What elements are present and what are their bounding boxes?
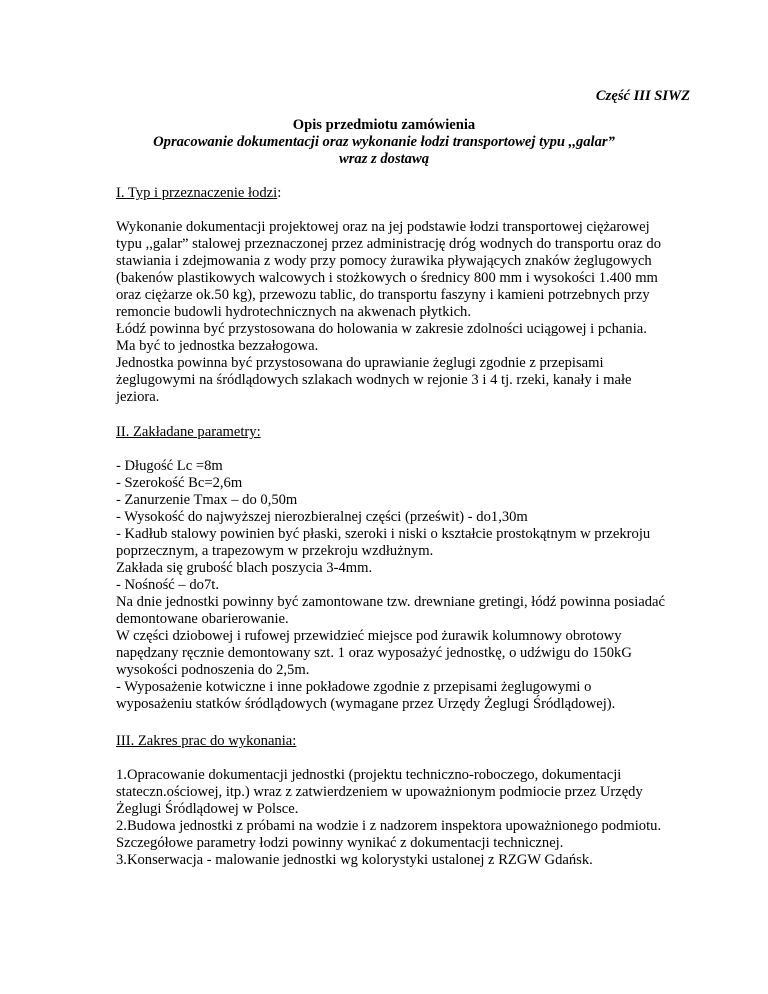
section-1-line: Ma być to jednostka bezzałogowa. — [116, 338, 319, 354]
part-label: Część III SIWZ — [595, 88, 690, 104]
section-1 — [116, 185, 696, 202]
section-3 — [116, 733, 696, 750]
document-subtitle-line-2: wraz z dostawą — [338, 151, 430, 167]
section-2-line: poprzecznym, a trapezowym w przekroju wzdłużnym. — [116, 543, 434, 559]
section-2-line: napędzany ręcznie demontowany szt. 1 oraz wyposażyć jednostkę, o udźwigu do 150kG — [116, 645, 632, 661]
section-3-line: Żeglugi Śródlądowej w Polsce. — [116, 801, 299, 817]
section-3-line: Szczegółowe parametry łodzi powinny wynikać z dokumentacji technicznej. — [116, 835, 564, 851]
section-3-line: 1.Opracowanie dokumentacji jednostki (projektu techniczno-roboczego, dokumentacji — [116, 767, 622, 783]
section-2 — [116, 424, 696, 441]
section-3-body — [116, 767, 696, 869]
section-2-line: - Długość Lc =8m — [116, 458, 223, 474]
section-2-line: - Nośność – do7t. — [116, 577, 219, 593]
section-1-line: (bakenów plastikowych walcowych i stożkowych o średnicy 800 mm i wysokości 1.400 mm — [116, 270, 658, 286]
section-1-heading: I. Typ i przeznaczenie łodzi — [116, 185, 278, 201]
section-2-line: wyposażeniu statków śródlądowych (wymagane przez Urzędy Żeglugi Śródlądowej). — [116, 696, 616, 712]
section-3-heading: III. Zakres prac do wykonania: — [116, 733, 297, 749]
section-1-line: Łódź powinna być przystosowana do holowania w zakresie zdolności uciągowej i pchania. — [116, 321, 647, 337]
section-2-line: wysokości podnoszenia do 2,5m. — [116, 662, 310, 678]
section-2-line: - Wysokość do najwyższej nierozbieralnej części (prześwit) - do1,30m — [116, 509, 528, 525]
document-subtitle-line-1: Opracowanie dokumentacji oraz wykonanie łodzi transportowej typu ,,galar” — [153, 134, 615, 150]
section-1-line: typu ,,galar” stalowej przeznaczonej przez administrację dróg wodnych do transportu oraz do — [116, 236, 662, 252]
title-block — [0, 117, 768, 168]
section-2-line: - Zanurzenie Tmax – do 0,50m — [116, 492, 298, 508]
section-1-line: żeglugowymi na śródlądowych szlakach wodnych w rejonie 3 i 4 tj. rzeki, kanały i małe — [116, 372, 632, 388]
section-3-line: stateczn.ościowej, itp.) wraz z zatwierdzeniem w upoważnionym podmiocie przez Urzędy — [116, 784, 643, 800]
section-1-line: jeziora. — [116, 389, 160, 405]
section-2-body — [116, 458, 696, 713]
section-2-line: W części dziobowej i rufowej przewidzieć miejsce pod żurawik kolumnowy obrotowy — [116, 628, 622, 644]
section-1-line: Wykonanie dokumentacji projektowej oraz na jej podstawie łodzi transportowej ciężarowej — [116, 219, 650, 235]
section-1-line: stawiania i zdejmowania z wody przy pomocy żurawika pływających znaków żeglugowych — [116, 253, 652, 269]
section-2-line: demontowane obarierowanie. — [116, 611, 289, 627]
section-3-line: 3.Konserwacja - malowanie jednostki wg kolorystyki ustalonej z RZGW Gdańsk. — [116, 852, 593, 868]
document-title: Opis przedmiotu zamówienia — [292, 117, 476, 133]
section-2-line: Zakłada się grubość blach poszycia 3-4mm. — [116, 560, 373, 576]
section-2-line: - Kadłub stalowy powinien być płaski, szeroki i niski o kształcie prostokątnym w przekroju — [116, 526, 651, 542]
section-2-line: Na dnie jednostki powinny być zamontowane tzw. drewniane gretingi, łódź powinna posiadać — [116, 594, 666, 610]
section-1-heading-wrap — [116, 185, 696, 202]
section-2-line: - Szerokość Bc=2,6m — [116, 475, 243, 491]
section-1-line: Jednostka powinna być przystosowana do uprawianie żeglugi zgodnie z przepisami — [116, 355, 604, 371]
section-2-heading: II. Zakładane parametry: — [116, 424, 261, 440]
section-1-body — [116, 219, 696, 406]
section-1-line: oraz ciężarze ok.50 kg), przewozu tablic, do transportu faszyny i kamieni potrzebnych przy — [116, 287, 650, 303]
section-2-line: - Wyposażenie kotwiczne i inne pokładowe zgodnie z przepisami żeglugowymi o — [116, 679, 592, 695]
section-3-line: 2.Budowa jednostki z próbami na wodzie i z nadzorem inspektora upoważnionego podmiotu. — [116, 818, 662, 834]
section-1-line: remoncie budowli hydrotechnicznych na akwenach płytkich. — [116, 304, 471, 320]
section-1-heading-colon: : — [277, 185, 282, 201]
